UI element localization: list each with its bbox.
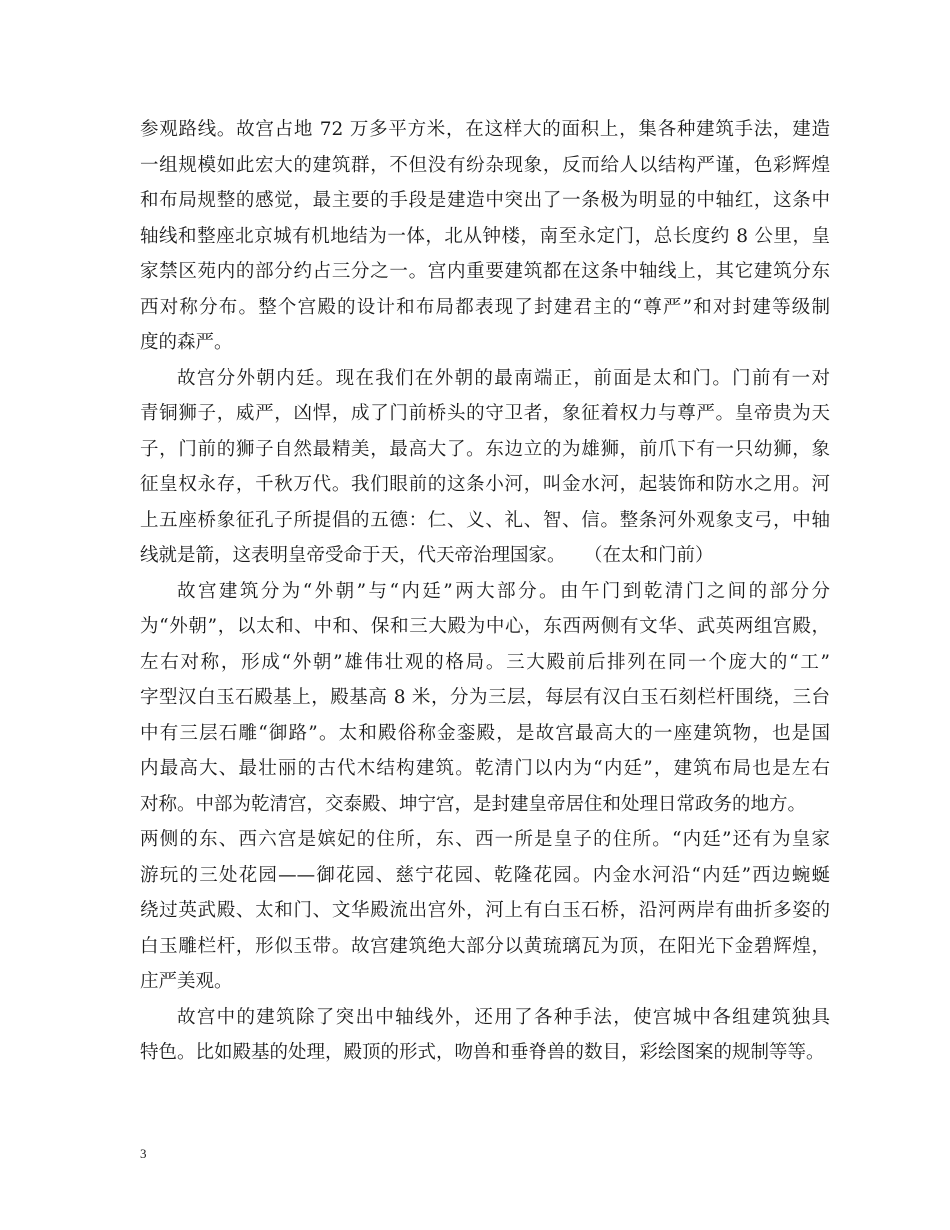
text-line: 为“外朝”，以太和、中和、保和三大殿为中心，东西两侧有文华、武英两组宫殿， xyxy=(140,616,830,637)
text-line: 特色。比如殿基的处理，殿顶的形式，吻兽和垂脊兽的数目，彩绘图案的规制等等。 xyxy=(140,1042,825,1063)
text-line: 轴线和整座北京城有机地结为一体，北从钟楼，南至永定门，总长度约 8 公里，皇 xyxy=(140,225,830,247)
text-line: 故宫分外朝内廷。现在我们在外朝的最南端正，前面是太和门。门前有一对 xyxy=(177,367,830,389)
text-line: 故宫中的建筑除了突出中轴线外，还用了各种手法，使宫城中各组建筑独具 xyxy=(177,1006,830,1028)
text-line: 字型汉白玉石殿基上，殿基高 8 米，分为三层，每层有汉白玉石刻栏杆围绕，三台 xyxy=(140,687,830,708)
text-line: 上五座桥象征孔子所提倡的五德：仁、义、礼、智、信。整条河外观象支弓，中轴 xyxy=(140,509,830,531)
text-line: 白玉雕栏杆，形似玉带。故宫建筑绝大部分以黄琉璃瓦为顶，在阳光下金碧辉煌， xyxy=(140,935,830,957)
text-line: 一组规模如此宏大的建筑群，不但没有纷杂现象，反而给人以结构严谨，色彩辉煌 xyxy=(140,154,830,176)
text-line: 西对称分布。整个宫殿的设计和布局都表现了封建君主的“尊严”和对封建等级制 xyxy=(140,296,830,318)
text-line: 庄严美观。 xyxy=(140,971,233,992)
page-number: 3 xyxy=(140,1146,147,1161)
text-line: 参观路线。故宫占地 72 万多平方米，在这样大的面积上，集各种建筑手法，建造 xyxy=(140,119,830,140)
text-line: 家禁区苑内的部分约占三分之一。宫内重要建筑都在这条中轴线上，其它建筑分东 xyxy=(140,261,830,282)
text-line: 征皇权永存，千秋万代。我们眼前的这条小河，叫金水河，起装饰和防水之用。河 xyxy=(140,474,830,495)
document-body xyxy=(140,112,830,1071)
text-line: 两侧的东、西六宫是嫔妃的住所，东、西一所是皇子的住所。“内廷”还有为皇家 xyxy=(140,829,830,850)
text-line: 线就是箭，这表明皇帝受命于天，代天帝治理国家。 （在太和门前） xyxy=(140,545,714,566)
paragraph-2 xyxy=(140,361,830,574)
text-line: 青铜狮子，威严，凶悍，成了门前桥头的守卫者，象征着权力与尊严。皇帝贵为天 xyxy=(140,403,830,424)
text-line: 内最高大、最壮丽的古代木结构建筑。乾清门以内为“内廷”，建筑布局也是左右 xyxy=(140,758,830,779)
text-line: 左右对称，形成“外朝”雄伟壮观的格局。三大殿前后排列在同一个庞大的“工” xyxy=(140,651,830,673)
text-line: 对称。中部为乾清宫，交泰殿、坤宁宫，是封建皇帝居住和处理日常政务的地方。 xyxy=(140,793,807,815)
paragraph-4 xyxy=(140,1000,830,1071)
text-line: 和布局规整的感觉，最主要的手段是建造中突出了一条极为明显的中轴红，这条中 xyxy=(140,190,830,211)
paragraph-3 xyxy=(140,574,830,1000)
text-line: 度的森严。 xyxy=(140,332,233,353)
text-line: 游玩的三处花园——御花园、慈宁花园、乾隆花园。内金水河沿“内廷”西边蜿蜒 xyxy=(140,864,830,886)
text-line: 绕过英武殿、太和门、文华殿流出宫外，河上有白玉石桥，沿河两岸有曲折多姿的 xyxy=(140,900,830,921)
text-line: 故宫建筑分为“外朝”与“内廷”两大部分。由午门到乾清门之间的部分分 xyxy=(177,580,830,602)
text-line: 中有三层石雕“御路”。太和殿俗称金銮殿，是故宫最高大的一座建筑物，也是国 xyxy=(140,722,830,744)
text-line: 子，门前的狮子自然最精美，最高大了。东边立的为雄狮，前爪下有一只幼狮，象 xyxy=(140,438,830,460)
paragraph-1 xyxy=(140,112,830,361)
